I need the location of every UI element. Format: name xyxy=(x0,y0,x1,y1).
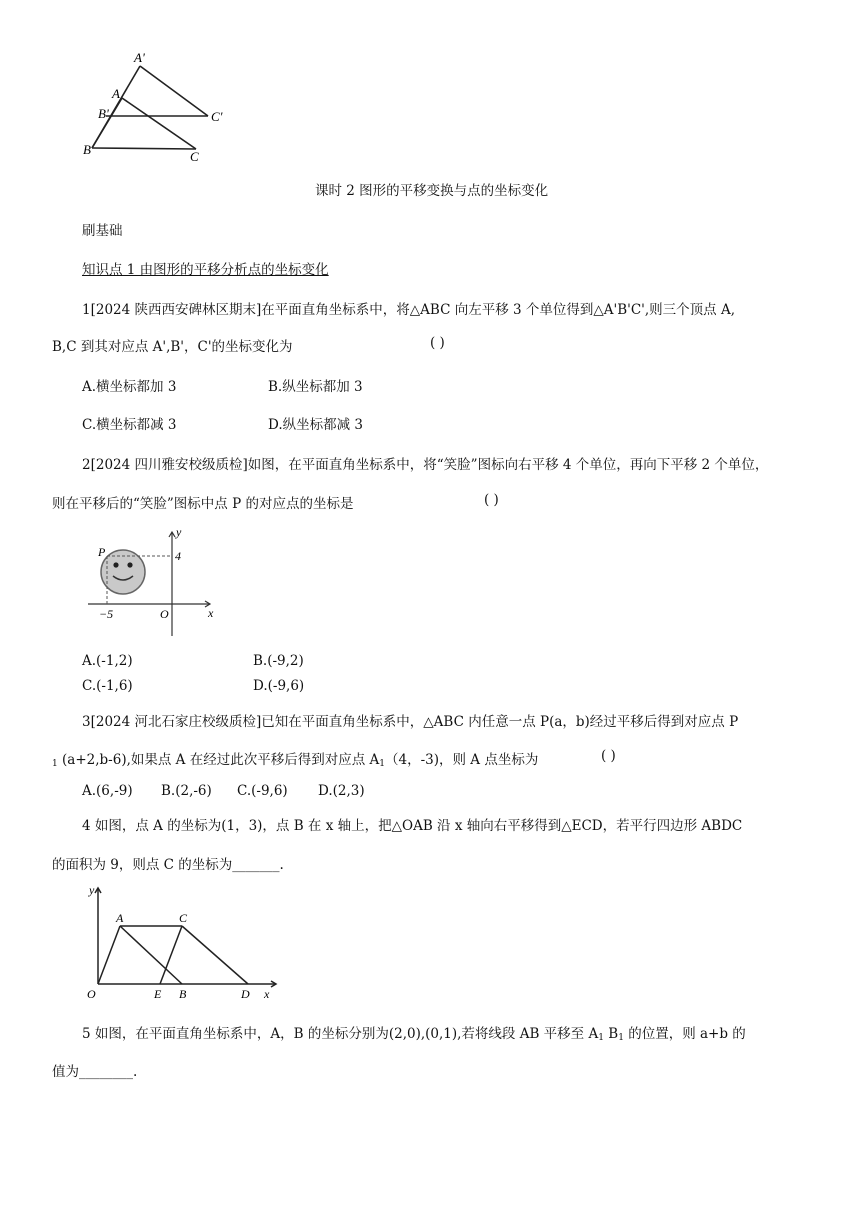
parallelogram-point-b: B xyxy=(179,987,187,1001)
question-3-subscript-p: 1 xyxy=(52,759,58,769)
question-2-text-cont: 则在平移后的“笑脸”图标中点 P 的对应点的坐标是 xyxy=(52,496,354,512)
question-2-option-c: C.(-1,6) xyxy=(82,678,133,694)
smiley-face-icon xyxy=(101,550,145,594)
smiley-tick-x: −5 xyxy=(99,607,114,621)
question-1-option-b: B.纵坐标都加 3 xyxy=(268,379,363,395)
parallelogram-point-a: A xyxy=(116,911,124,925)
question-3-option-b: B.(2,-6) xyxy=(161,783,212,799)
question-1-option-c: C.横坐标都减 3 xyxy=(82,417,177,433)
question-5-subscript-b: 1 xyxy=(618,1033,624,1043)
parallelogram-point-d: D xyxy=(241,987,250,1001)
label-c: C xyxy=(190,149,199,164)
question-1-text-cont: B,C 到其对应点 A',B'，C'的坐标变化为 xyxy=(52,339,293,355)
question-3-answer-paren: ( ) xyxy=(601,748,616,764)
smiley-origin-label: O xyxy=(160,607,169,621)
question-2-text: 2[2024 四川雅安校级质检]如图，在平面直角坐标系中，将“笑脸”图标向右平移 4 个单位，再向下平移 2 个单位， xyxy=(82,457,769,473)
question-2-option-d: D.(-9,6) xyxy=(253,678,305,694)
parallelogram-point-e: E xyxy=(154,987,162,1001)
question-1-option-d: D.纵坐标都减 3 xyxy=(268,417,364,433)
question-5-text-cont: 值为________. xyxy=(52,1064,138,1080)
question-5-segment-b: B xyxy=(603,1026,619,1042)
question-5-question-text: 的位置，则 a+b 的 xyxy=(623,1026,746,1042)
knowledge-point-heading: 知识点 1 由图形的平移分析点的坐标变化 xyxy=(82,262,329,278)
parallelogram-coordinate-figure xyxy=(84,882,280,1004)
parallelogram-y-axis-label: y xyxy=(89,883,95,897)
label-b-prime: B' xyxy=(98,106,109,121)
parallelogram-point-c: C xyxy=(179,911,188,925)
question-4-text: 4 如图，点 A 的坐标为(1，3)，点 B 在 x 轴上，把△OAB 沿 x 轴向右平移得到△ECD，若平行四边形 ABDC xyxy=(82,818,743,834)
question-1-option-a: A.横坐标都加 3 xyxy=(82,379,177,395)
question-2-option-a: A.(-1,2) xyxy=(82,653,133,669)
label-b: B xyxy=(83,142,91,157)
label-c-prime: C' xyxy=(211,109,223,124)
question-1-answer-paren: ( ) xyxy=(430,335,445,351)
question-3-text-cont xyxy=(52,748,538,769)
translation-triangles-figure xyxy=(78,48,238,168)
parallelogram-origin-o: O xyxy=(87,987,96,1001)
smiley-y-axis-label: y xyxy=(176,525,182,539)
question-3-option-c: C.(-9,6) xyxy=(237,783,288,799)
smiley-point-p-label: P xyxy=(98,545,106,559)
lesson-title: 课时 2 图形的平移变换与点的坐标变化 xyxy=(315,183,549,199)
smiley-tick-y: 4 xyxy=(175,549,181,563)
question-5-text xyxy=(82,1022,746,1043)
label-a: A xyxy=(112,86,120,101)
question-5-subscript-a: 1 xyxy=(598,1033,604,1043)
parallelogram-x-axis-label: x xyxy=(264,987,270,1001)
smiley-x-axis-label: x xyxy=(208,606,214,620)
question-4-text-cont: 的面积为 9，则点 C 的坐标为_______. xyxy=(52,857,284,873)
question-3-text: 3[2024 河北石家庄校级质检]已知在平面直角坐标系中，△ABC 内任意一点 P(a，b)经过平移后得到对应点 P xyxy=(82,714,739,730)
question-5-intro-text: 5 如图，在平面直角坐标系中，A，B 的坐标分别为(2,0),(0,1),若将线段 AB 平移至 A xyxy=(82,1026,599,1042)
question-1-text: 1[2024 陕西西安碑林区期末]在平面直角坐标系中，将△ABC 向左平移 3 个单位得到△A'B'C',则三个顶点 A, xyxy=(82,302,736,318)
label-a-prime: A' xyxy=(134,50,145,65)
question-3-option-a: A.(6,-9) xyxy=(82,783,133,799)
question-3-option-d: D.(2,3) xyxy=(318,783,365,799)
question-2-answer-paren: ( ) xyxy=(484,492,499,508)
question-3-subscript-a: 1 xyxy=(379,759,385,769)
smiley-coordinate-figure xyxy=(84,524,224,642)
question-2-option-b: B.(-9,2) xyxy=(253,653,304,669)
question-3-translation-text: (a+2,b-6),如果点 A 在经过此次平移后得到对应点 A xyxy=(62,752,380,768)
question-3-question-text: （4，-3)，则 A 点坐标为 xyxy=(385,752,539,768)
section-heading: 刷基础 xyxy=(82,223,123,239)
